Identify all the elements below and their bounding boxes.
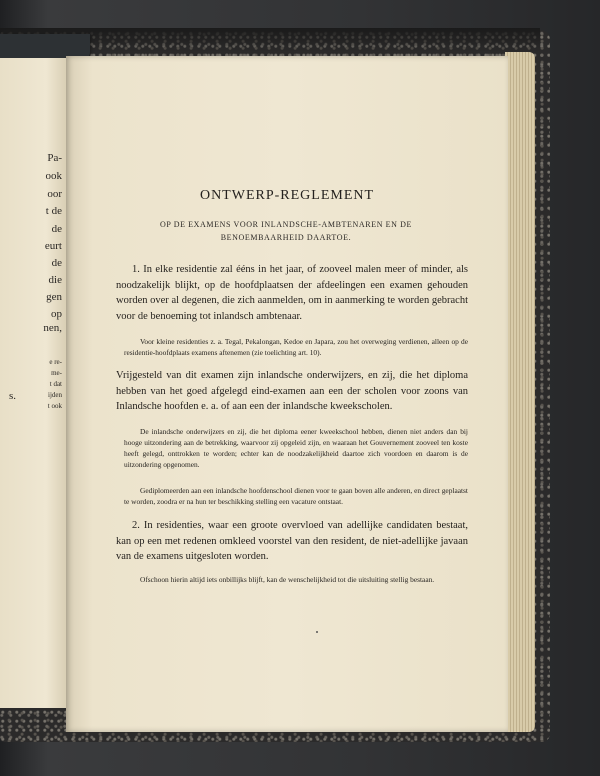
left-page-fragment: nen,	[43, 322, 62, 334]
page-title: ONTWERP-REGLEMENT	[199, 188, 375, 203]
left-page-fragment: t ook	[47, 402, 62, 410]
subtitle-line-2: BENOEMBAARHEID DAARTOE.	[220, 233, 352, 242]
article-2-paragraph: 2. In residenties, waar een groote overvloed van adellijke candidaten bestaat, kan op een met redenen omkleed voorstel van den resident, de niet-adellijke javaan van de examens uitgesloten worden.	[116, 520, 468, 562]
left-page-fragment: Pa-	[47, 152, 62, 164]
footnote-4: Ofschoon hierin altijd iets onbillijks blijft, kan de wenschelijkheid tot die uitsluiting stellig bestaan.	[140, 575, 435, 584]
left-page-fragment: eurt	[44, 240, 62, 252]
left-page-fragment: ijden	[48, 391, 62, 399]
left-page-fragment: gen	[46, 291, 62, 303]
subtitle-line-1: OP DE EXAMENS VOOR INLANDSCHE-AMBTENAREN EN DE	[159, 220, 413, 229]
left-page-fragment: de	[51, 257, 62, 269]
left-page-fragment: s.	[8, 390, 16, 402]
left-page-fragment: me-	[51, 369, 62, 377]
left-page-fragment: ook	[45, 170, 62, 182]
page-subtitle	[106, 218, 466, 244]
footnote-1: Voor kleine residenties z. a. Tegal, Pekalongan, Kedoe en Japara, zou het overweging verdienen, alleen op de residentie-hoofdplaats examens aftenemen (zie toelichting art. 10).	[124, 337, 468, 357]
footnote-3: Gediplomeerden aan een inlandsche hoofdenschool dienen voor te gaan boven alle anderen, en direct geplaatst te worden, zoodra er na hun ter beschikking stelling een vacature ontstaat.	[124, 486, 468, 506]
left-page-fragment: de	[51, 223, 62, 235]
article-1-paragraph: 1. In elke residentie zal ééns in het jaar, of zooveel malen meer of minder, als noodzakelijk blijkt, op de hoofdplaatsen der afdeelingen een examen gehouden worden over al degenen, die zich aanmelden, om in aanmerking te worden gebracht voor de benoeming tot inlandsch ambtenaar.	[116, 264, 468, 322]
main-page	[66, 56, 508, 732]
left-page-fragment: op	[51, 308, 62, 320]
left-page	[0, 58, 66, 708]
exemption-paragraph: Vrijgesteld van dit examen zijn inlandsche onderwijzers, en zij, die het diploma hebben van het goed afgelegd eind-examen aan een der scholen voor zoons van Inlandsche hoofden e. a. of aan een der inlandsche kweekscholen.	[116, 370, 468, 412]
left-page-fragment: die	[48, 274, 62, 286]
page-edges	[505, 52, 535, 732]
left-page-fragment: e re-	[49, 358, 62, 366]
left-page-fragment: t de	[45, 205, 62, 217]
ink-speck	[316, 631, 318, 633]
left-page-fragment: oor	[47, 188, 62, 200]
footnote-2: De inlandsche onderwijzers en zij, die het diploma eener kweekschool hebben, dienen niet anders dan bij hooge uitzondering aan de betrekking, waarvoor zij opgeleid zijn, en waaraan het Gouvernement zooveel ten koste heeft gelegd, onttrokken te worden; echter kan de noodzakelijkheid daartoe zich voordoen en daarom is de uitzondering opgenomen.	[124, 427, 468, 469]
left-page-fragment: t dat	[49, 380, 62, 388]
